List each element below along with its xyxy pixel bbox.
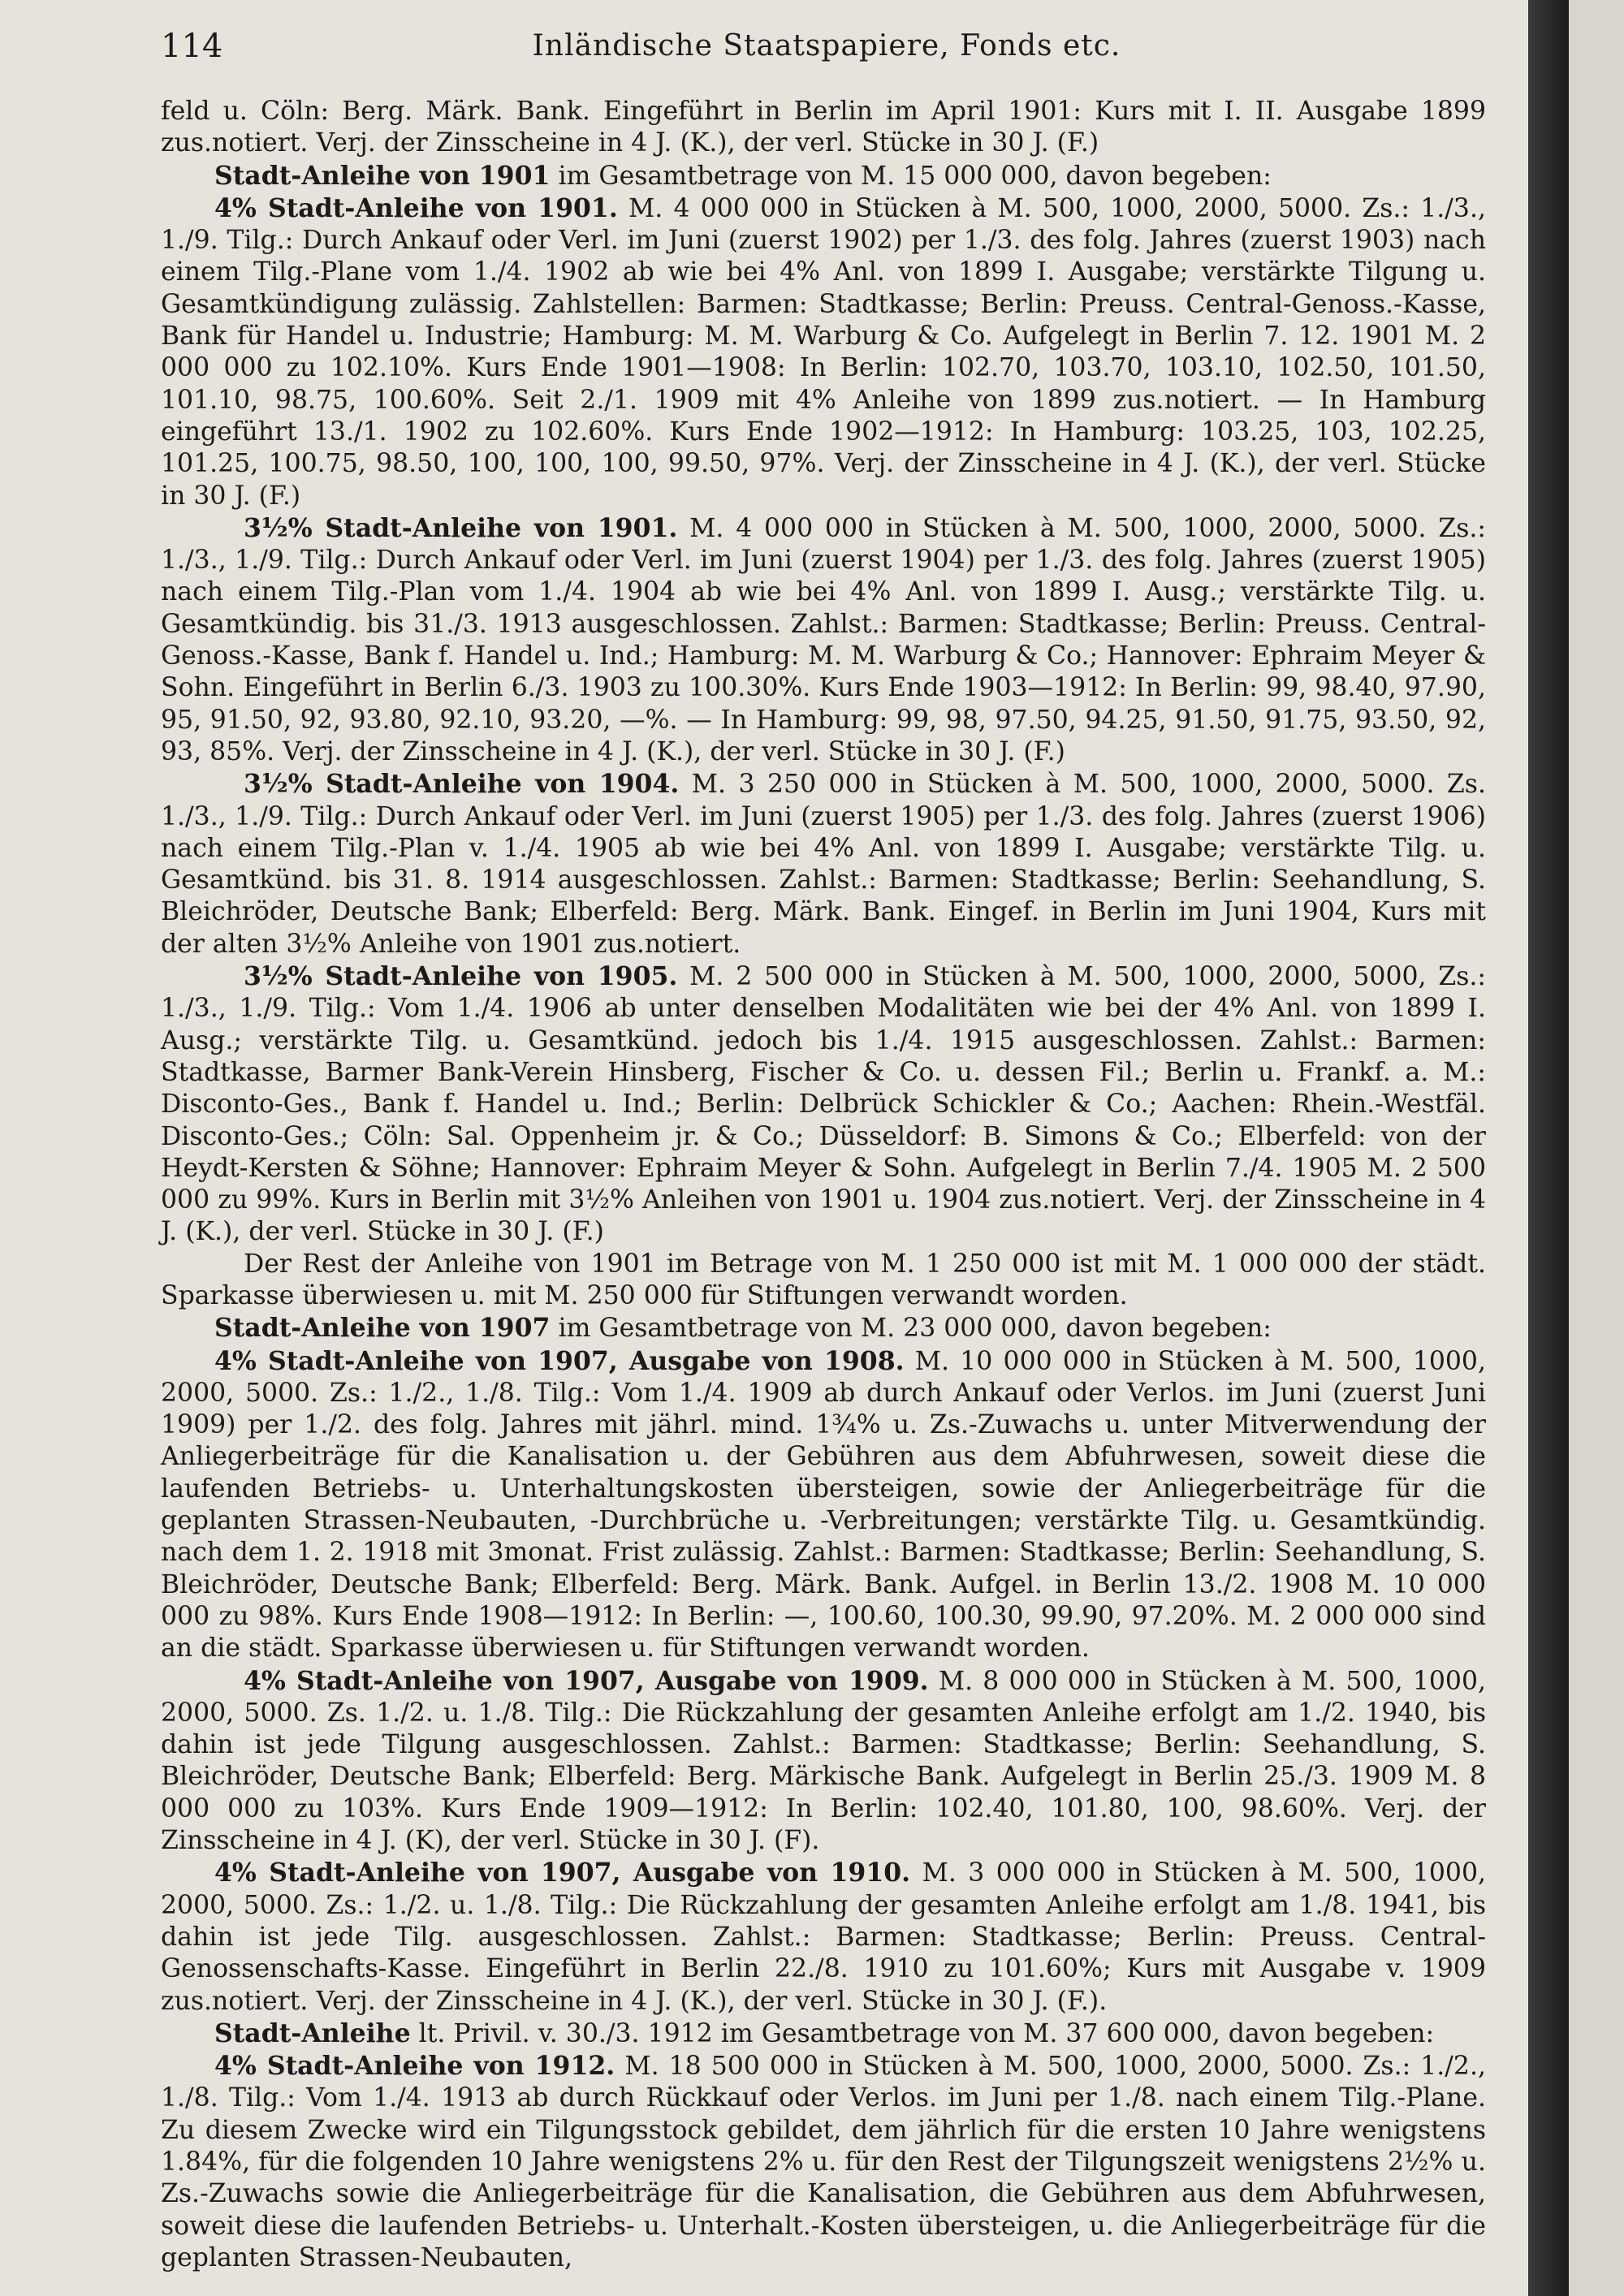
paragraph: 4% Stadt-Anleihe von 1901. M. 4 000 000 in Stücken à M. 500, 1000, 2000, 5000. Zs.: 1./3., 1./9. Tilg.: Durch Ankauf oder Verl. im Juni (zuerst 1902) per 1./3. des folg. Jahres (zuerst 1903) nach einem Tilg.-Plane vom 1./4. 1902 ab wie bei 4% Anl. von 1899 I. Ausgabe; verstärkte Tilgung u. Gesamtkündigung zulässig. Zahlstellen: Barmen: Stadtkasse; Berlin: Preuss. Central-Genoss.-Kasse, Bank für Handel u. Industrie; Hamburg: M. M. Warburg & Co. Aufgelegt in Berlin 7. 12. 1901 M. 2 000 000 zu 102.10%. Kurs Ende 1901—1908: In Berlin: 102.70, 103.70, 103.10, 102.50, 101.50, 101.10, 98.75, 100.60%. Seit 2./1. 1909 mit 4% Anleihe von 1899 zus.notiert. — In Hamburg eingeführt 13./1. 1902 zu 102.60%. Kurs Ende 1902—1912: In Hamburg: 103.25, 103, 102.25, 101.25, 100.75, 98.50, 100, 100, 100, 99.50, 97%. Verj. der Zinsscheine in 4 J. (K.), der verl. Stücke in 30 J. (F.) [161,192,1486,511]
book-gutter-shadow [1528,0,1569,2296]
loan-title: 4% Stadt-Anleihe von 1901. [214,192,618,223]
paragraph: 4% Stadt-Anleihe von 1912. M. 18 500 000 in Stücken à M. 500, 1000, 2000, 5000. Zs.: 1./2., 1./8. Tilg.: Vom 1./4. 1913 ab durch Rückkauf oder Verlos. im Juni per 1./8. nach einem Tilg.-Plane. Zu diesem Zwecke wird ein Tilgungsstock gebildet, dem jährlich für die ersten 10 Jahre wenigstens 1.84%, für die folgenden 10 Jahre wenigstens 2% u. für den Rest der Tilgungszeit wenigstens 2½% u. Zs.-Zuwachs sowie die Anliegerbeiträge für die Kanalisation, die Gebühren aus dem Abfuhrwesen, soweit diese die laufenden Betriebs- u. Unterhalt.-Kosten übersteigen, u. die Anliegerbeiträge für die geplanten Strassen-Neubauten, [161,2051,1486,2272]
loan-title: 3½% Stadt-Anleihe von 1904. [244,769,680,800]
loan-title: 3½% Stadt-Anleihe von 1901. [244,512,678,543]
paragraph: 4% Stadt-Anleihe von 1907, Ausgabe von 1908. M. 10 000 000 in Stücken à M. 500, 1000, 2000, 5000. Zs.: 1./2., 1./8. Tilg.: Vom 1./4. 1909 ab durch Ankauf oder Verlos. im Juni (zuerst Juni 1909) per 1./2. des folg. Jahres mit jährl. mind. 1¾% u. Zs.-Zuwachs u. unter Mitverwendung der Anliegerbeiträge für die Kanalisation u. der Gebühren aus dem Abfuhrwesen, soweit diese die laufenden Betriebs- u. Unterhaltungskosten übersteigen, sowie der Anliegerbeiträge für die geplanten Strassen-Neubauten, -Durchbrüche u. -Verbreitungen; verstärkte Tilg. u. Gesamtkündig. nach dem 1. 2. 1918 mit 3monat. Frist zulässig. Zahlst.: Barmen: Stadtkasse; Berlin: Seehandlung, S. Bleichröder, Deutsche Bank; Elberfeld: Berg. Märk. Bank. Aufgel. in Berlin 13./2. 1908 M. 10 000 000 zu 98%. Kurs Ende 1908—1912: In Berlin: —, 100.60, 100.30, 99.90, 97.20%. M. 2 000 000 sind an die städt. Sparkasse überwiesen u. für Stiftungen verwandt worden. [161,1345,1486,1664]
paragraph: feld u. Cöln: Berg. Märk. Bank. Eingeführt in Berlin im April 1901: Kurs mit I. II. Ausgabe 1899 zus.notiert. Verj. der Zinsscheine in 4 J. (K.), der verl. Stücke in 30 J. (F.) [161,97,1486,158]
loan-title: 4% Stadt-Anleihe von 1907, Ausgabe von 1910. [214,1858,911,1888]
paragraph: 3½% Stadt-Anleihe von 1905. M. 2 500 000 in Stücken à M. 500, 1000, 2000, 5000, Zs.: 1./3., 1./9. Tilg.: Vom 1./4. 1906 ab unter denselben Modalitäten wie bei der 4% Anl. von 1899 I. Ausg.; verstärkte Tilg. u. Gesamtkünd. jedoch bis 1./4. 1915 ausgeschlossen. Zahlst.: Barmen: Stadtkasse, Barmer Bank-Verein Hinsberg, Fischer & Co. u. dessen Fil.; Berlin u. Frankf. a. M.: Disconto-Ges., Bank f. Handel u. Ind.; Berlin: Delbrück Schickler & Co.; Aachen: Rhein.-Westfäl. Disconto-Ges.; Cöln: Sal. Oppenheim jr. & Co.; Düsseldorf: B. Simons & Co.; Elberfeld: von der Heydt-Kersten & Söhne; Hannover: Ephraim Meyer & Sohn. Aufgelegt in Berlin 7./4. 1905 M. 2 500 000 zu 99%. Kurs in Berlin mit 3½% Anleihen von 1901 u. 1904 zus.notiert. Verj. der Zinsscheine in 4 J. (K.), der verl. Stücke in 30 J. (F.) [161,961,1486,1247]
paragraph: 3½% Stadt-Anleihe von 1904. M. 3 250 000 in Stücken à M. 500, 1000, 2000, 5000. Zs. 1./3., 1./9. Tilg.: Durch Ankauf oder Verl. im Juni (zuerst 1905) per 1./3. des folg. Jahres (zuerst 1906) nach einem Tilg.-Plan v. 1./4. 1905 ab wie bei 4% Anl. von 1899 I. Ausgabe; verstärkte Tilg. u. Gesamtkünd. bis 31. 8. 1914 ausgeschlossen. Zahlst.: Barmen: Stadtkasse; Berlin: Seehandlung, S. Bleichröder, Deutsche Bank; Elberfeld: Berg. Märk. Bank. Eingef. in Berlin im Juni 1904, Kurs mit der alten 3½% Anleihe von 1901 zus.notiert. [161,769,1486,959]
loan-title: 4% Stadt-Anleihe von 1912. [214,2051,615,2082]
paragraph: 4% Stadt-Anleihe von 1907, Ausgabe von 1910. M. 3 000 000 in Stücken à M. 500, 1000, 2000, 5000. Zs.: 1./2. u. 1./8. Tilg.: Die Rückzahlung der gesamten Anleihe erfolgt am 1./8. 1941, bis dahin ist jede Tilg. ausgeschlossen. Zahlst.: Barmen: Stadtkasse; Berlin: Preuss. Central-Genossenschafts-Kasse. Eingeführt in Berlin 22./8. 1910 zu 101.60%; Kurs mit Ausgabe v. 1909 zus.notiert. Verj. der Zinsscheine in 4 J. (K.), der verl. Stücke in 30 J. (F.). [161,1858,1486,2016]
page-header [161,28,1492,76]
body-text [161,96,1486,2274]
section-heading: Stadt-Anleihe von 1907 im Gesamtbetrage von M. 23 000 000, davon begeben: [214,1313,1272,1344]
paragraph: 4% Stadt-Anleihe von 1907, Ausgabe von 1909. M. 8 000 000 in Stücken à M. 500, 1000, 2000, 5000. Zs. 1./2. u. 1./8. Tilg.: Die Rückzahlung der gesamten Anleihe erfolgt am 1./2. 1940, bis dahin ist jede Tilgung ausgeschlossen. Zahlst.: Barmen: Stadtkasse; Berlin: Seehandlung, S. Bleichröder, Deutsche Bank; Elberfeld: Berg. Märkische Bank. Aufgelegt in Berlin 25./3. 1909 M. 8 000 000 zu 103%. Kurs Ende 1909—1912: In Berlin: 102.40, 101.80, 100, 98.60%. Verj. der Zinsscheine in 4 J. (K), der verl. Stücke in 30 J. (F). [161,1665,1486,1856]
paragraph: Der Rest der Anleihe von 1901 im Betrage von M. 1 250 000 ist mit M. 1 000 000 der städt. Sparkasse überwiesen u. mit M. 250 000 für Stiftungen verwandt worden. [161,1249,1486,1310]
section-title: Stadt-Anleihe von 1907 [214,1313,551,1344]
section-heading: Stadt-Anleihe lt. Privil. v. 30./3. 1912 im Gesamtbetrage von M. 37 600 000, davon begeben: [214,2018,1435,2048]
loan-title: 3½% Stadt-Anleihe von 1905. [244,961,678,992]
section-heading: Stadt-Anleihe von 1901 im Gesamtbetrage von M. 15 000 000, davon begeben: [214,160,1272,191]
paragraph: 3½% Stadt-Anleihe von 1901. M. 4 000 000 in Stücken à M. 500, 1000, 2000, 5000. Zs.: 1./3., 1./9. Tilg.: Durch Ankauf oder Verl. im Juni (zuerst 1904) per 1./3. des folg. Jahres (zuerst 1905) nach einem Tilg.-Plan vom 1./4. 1904 ab wie bei 4% Anl. von 1899 I. Ausg.; verstärkte Tilg. u. Gesamtkündig. bis 31./3. 1913 ausgeschlossen. Zahlst.: Barmen: Stadtkasse; Berlin: Preuss. Central-Genoss.-Kasse, Bank f. Handel u. Ind.; Hamburg: M. M. Warburg & Co.; Hannover: Ephraim Meyer & Sohn. Eingeführt in Berlin 6./3. 1903 zu 100.30%. Kurs Ende 1903—1912: In Berlin: 99, 98.40, 97.90, 95, 91.50, 92, 93.80, 92.10, 93.20, —%. — In Hamburg: 99, 98, 97.50, 94.25, 91.50, 91.75, 93.50, 92, 93, 85%. Verj. der Zinsscheine in 4 J. (K.), der verl. Stücke in 30 J. (F.) [161,512,1486,766]
section-title: Stadt-Anleihe [214,2018,411,2048]
adjacent-page-edge [1569,0,1624,2296]
loan-title: 4% Stadt-Anleihe von 1907, Ausgabe von 1909. [244,1665,929,1696]
loan-title: 4% Stadt-Anleihe von 1907, Ausgabe von 1908. [214,1345,905,1376]
page-number: 114 [161,28,223,65]
section-title: Stadt-Anleihe von 1901 [214,160,551,191]
running-title: Inländische Staatspapiere, Fonds etc. [532,29,1121,63]
